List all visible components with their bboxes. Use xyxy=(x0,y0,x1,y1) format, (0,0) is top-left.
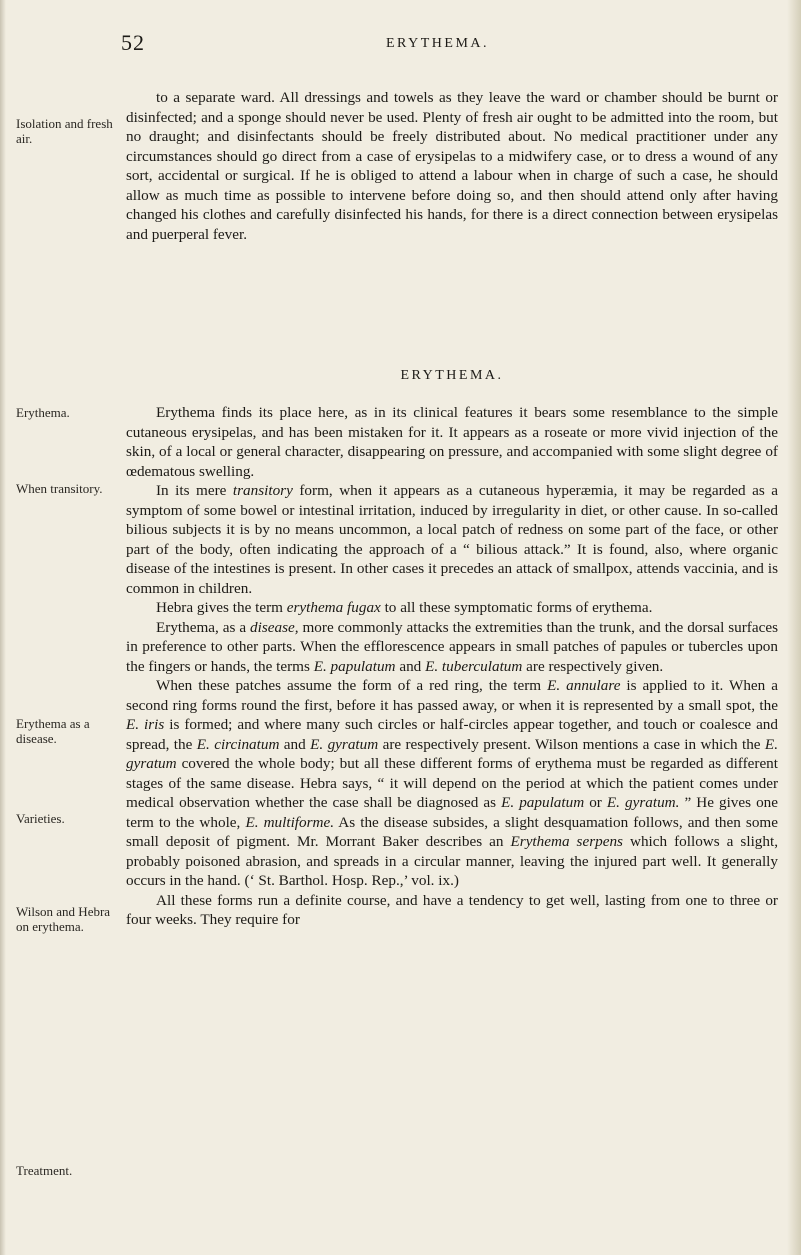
p5-italic-iris: E. iris xyxy=(126,716,165,733)
p3-text-c: to all these symptomatic forms of erythema. xyxy=(380,599,653,616)
p5-text-o: ” He gives one term to the whole, xyxy=(126,794,779,831)
p4-text-a: Erythema, as a xyxy=(156,618,251,636)
p5-italic-multiforme: E. multiforme. xyxy=(245,813,335,831)
p5-italic-gyratum: E. gyratum xyxy=(310,735,379,753)
p5-text-c: is applied to it. When a second ring forms round the first, before it has passed away, or when it is represented by a small spot, the xyxy=(126,677,778,714)
p5-italic-annulare: E. annulare xyxy=(547,677,621,694)
paragraph-hebra-fugax xyxy=(126,598,778,618)
p5-text-i: are respectively present. Wilson mentions a case in which the xyxy=(378,735,765,753)
margin-note-treatment: Treatment. xyxy=(16,1163,73,1178)
p5-text-q: As the disease subsides, a slight desquamation follows, and then some small deposit of pigment. Mr. Morrant Baker describes an xyxy=(126,813,778,850)
p5-text-a: When these patches assume the form of a red ring, the term xyxy=(156,677,548,694)
p4-text-g: are respectively given. xyxy=(522,657,664,675)
running-head: ERYTHEMA. xyxy=(386,36,489,51)
text-block-erythema xyxy=(126,403,778,930)
text-block-top xyxy=(126,88,778,244)
margin-note-transitory: When transitory. xyxy=(16,481,103,496)
paragraph-erythema-intro: Erythema finds its place here, as in its clinical features it bears some resemblance to the simple cutaneous erysipelas, and has been mistaken for it. It appears as a roseate or more vivid injection of the skin, of a local or general character, disappearing on pressure, and accompanied with some slight degree of œdematous swelling. xyxy=(126,404,778,480)
page-header xyxy=(0,30,801,54)
paragraph-varieties xyxy=(126,676,778,891)
margin-note-erythema: Erythema. xyxy=(16,405,70,420)
paragraph-treatment: All these forms run a definite course, and have a tendency to get well, lasting from one to three or four weeks. They require for xyxy=(126,891,778,928)
margin-note-isolation: Isolation and fresh air. xyxy=(16,116,113,146)
p4-italic-disease: disease, xyxy=(250,618,299,636)
p2-italic-transitory: transitory xyxy=(232,482,293,499)
p4-text-e: and xyxy=(395,657,426,675)
p4-italic-papulatum: E. papulatum xyxy=(313,657,396,675)
p5-text-e: is formed; and where many such circles or half-circles appear together, and touch or coalesce and spread, the xyxy=(126,716,778,753)
page-number: 52 xyxy=(121,30,145,55)
margin-note-wilson-hebra: Wilson and Hebra on erythema. xyxy=(16,904,111,934)
paragraph-transitory xyxy=(126,481,778,598)
p4-italic-tuberculatum: E. tuberculatum xyxy=(425,657,523,675)
p5-italic-circinatum: E. circinatum xyxy=(196,735,280,753)
paragraph-isolation: to a separate ward. All dressings and towels as they leave the ward or chamber should be burnt or disinfected; and a sponge should never be used. Plenty of fresh air ought to be admitted into the room, but no draught; and disinfectants should be freely distributed about. No medical practitioner under any circumstances should go direct from a case of erysipelas to a midwifery case, or to dress a wound of any sort, accidental or surgical. If he is obliged to attend a labour when in charge of such a case, he should allow as much time as possible to intervene before doing so, and then should attend only after having changed his clothes and carefully disinfected his hands, for there is a direct connection between erysipelas and puerperal fever. xyxy=(126,89,778,243)
p2-text-a: In its mere xyxy=(156,482,233,499)
section-heading: ERYTHEMA. xyxy=(400,368,504,383)
p3-italic-fugax: erythema fugax xyxy=(286,599,381,616)
p5-text-s: which follows a slight, probably poisoned abrasion, and spreads in a circular manner, leaving the injured part well. It generally occurs in the hand. (‘ St. Barthol. Hosp. Rep.,’ vol. ix.) xyxy=(126,833,778,889)
paragraph-disease xyxy=(126,618,778,677)
p5-text-g: and xyxy=(279,735,311,753)
page-gutter-shadow xyxy=(0,0,6,1255)
p5-text-m: or xyxy=(584,794,607,811)
margin-note-varieties: Varieties. xyxy=(16,811,65,826)
p4-text-c: more commonly attacks the extremities than the trunk, and the dorsal surfaces in preference to other parts. When the efflorescence appears in small patches of papules or tubercles upon the fingers or hands, the terms xyxy=(126,618,778,675)
p2-text-c: form, when it appears as a cutaneous hyperæmia, it may be regarded as a symptom of some bowel or intestinal irritation, induced by irregularity in diet, or other cause. In so-called bilious subjects it is by no means uncommon, a local patch of redness on some part of the face, or other part of the body, often indicating the approach of a “ bilious attack.” It is found, also, where organic disease of the intestines is present. In other cases it precedes an attack of smallpox, attends vaccinia, and is common in children. xyxy=(126,482,778,597)
p5-italic-gyratum-2: E. gyratum xyxy=(126,735,778,772)
p5-italic-gyratum-3: E. gyratum. xyxy=(606,794,680,811)
margin-note-disease: Erythema as a disease. xyxy=(16,716,90,746)
p3-text-a: Hebra gives the term xyxy=(156,599,287,616)
page-edge-shadow xyxy=(787,0,801,1255)
p5-italic-serpens: Erythema serpens xyxy=(510,833,623,850)
p5-text-k: covered the whole body; but all these different forms of erythema must be regarded as different stages of the same disease. Hebra says, “ it will depend on the period at which the patient comes under medical observation whether the case shall be diagnosed as xyxy=(126,755,778,811)
p5-italic-papulatum: E. papulatum xyxy=(501,794,585,811)
